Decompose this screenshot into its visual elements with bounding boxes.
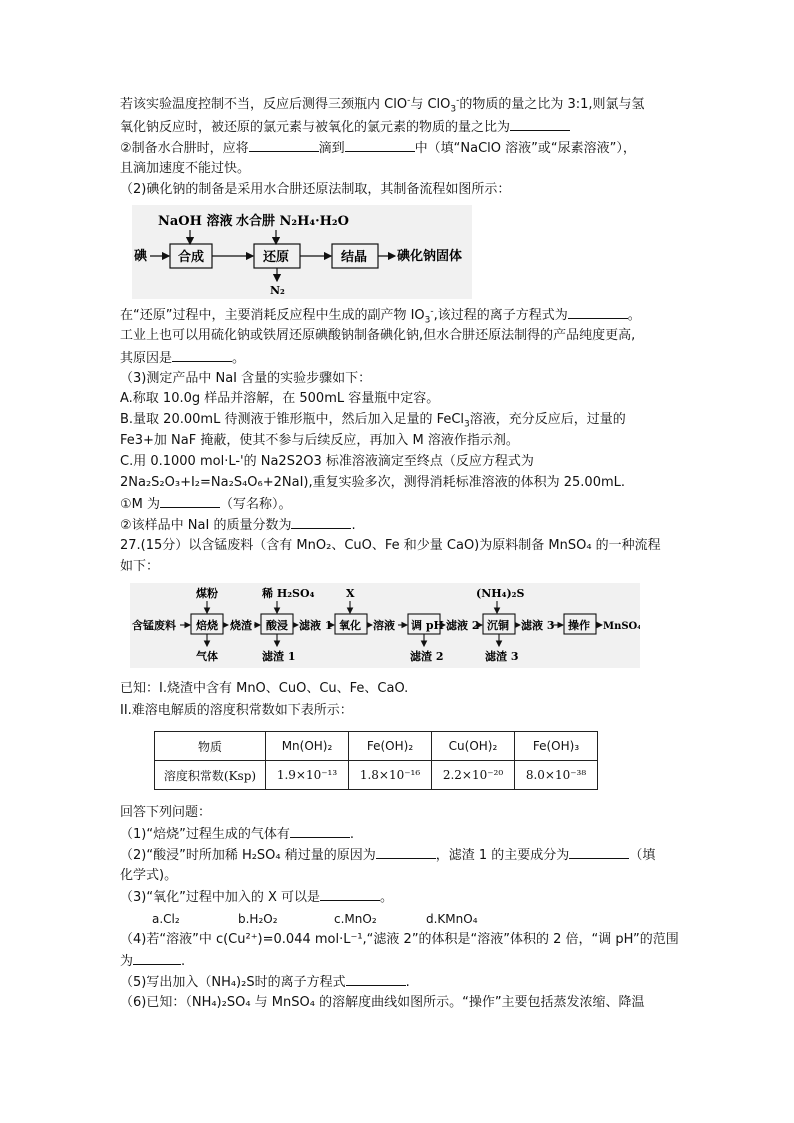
answer-blank[interactable] <box>249 139 319 152</box>
line-10: A.称取 10.0g 样品并溶解，在 500mL 容量瓶中定容。 <box>120 391 440 406</box>
answer-blank[interactable] <box>320 888 380 901</box>
solution: 溶液 <box>373 619 395 632</box>
line-17: 27.(15分）以含锰废料（含有 MnO₂、CuO、Fe 和少量 CaO)为原料制备 MnSO₄ 的一种流程 <box>120 538 661 553</box>
ksp-value-row <box>155 761 598 790</box>
line-20: II.难溶电解质的溶度积常数如下表所示： <box>120 703 353 718</box>
answer-blank[interactable] <box>510 118 570 131</box>
line-9: （3)测定产品中 NaI 含量的实验步骤如下： <box>120 371 372 386</box>
line-23: （2)“酸浸”时所加稀 H₂SO₄ 稍过量的原因为 ，滤渣 1 的主要成分为 （填 <box>120 848 656 863</box>
output-sodium-iodide: 碘化钠固体 <box>397 249 463 264</box>
answer-blank[interactable] <box>172 349 232 362</box>
step-oxidize: 氧化 <box>339 619 361 632</box>
answer-blank[interactable] <box>345 139 415 152</box>
gas: 气体 <box>196 650 218 663</box>
reagent-x: X <box>346 587 355 600</box>
line-26-options <box>152 910 478 928</box>
residue-2: 滤渣 2 <box>410 650 444 663</box>
answer-blank[interactable] <box>568 306 628 319</box>
option-c[interactable]: c.MnO₂ <box>334 912 377 926</box>
step-synthesis: 合成 <box>178 250 205 265</box>
line-6: 在“还原”过程中，主要消耗反应程中生成的副产物 $IO_3^-$,该过程的离子方程式为 。 <box>120 306 641 326</box>
ksp-header-row <box>155 732 598 761</box>
line-28: 为 . <box>120 954 186 969</box>
step-adjust-ph: 调 pH <box>411 619 444 632</box>
ksp-header-cell: Cu(OH)₂ <box>432 732 515 761</box>
line-12: Fe3+加 NaF 掩蔽，使其不参与后续反应，再加入 M 溶液作指示剂。 <box>120 433 519 448</box>
answer-blank[interactable] <box>569 846 629 859</box>
ksp-header-cell: Mn(OH)₂ <box>266 732 349 761</box>
line-16: ②该样品中 NaI 的质量分数为 . <box>120 518 356 533</box>
reagent-acid: 稀 H₂SO₄ <box>262 587 315 600</box>
line-27: （4)若“溶液”中 c(Cu²⁺)=0.044 mol·L⁻¹,“滤液 2”的体积是“溶液”体积的 2 倍，“调 pH”的范围 <box>120 932 679 947</box>
gas-n2: N₂ <box>270 284 285 297</box>
step-cu-precip: 沉铜 <box>487 619 509 632</box>
ksp-value-cell: 8.0×10⁻³⁸ <box>515 761 598 790</box>
line-25: （3)“氧化”过程中加入的 X 可以是 。 <box>120 890 393 905</box>
line-11: B.量取 20.00mL 待测液于锥形瓶中，然后加入足量的 FeCl$_3$溶液，充分反应后，过量的 <box>120 412 626 430</box>
step-reduction: 还原 <box>263 250 290 265</box>
ksp-row-label: 溶度积常数(Ksp) <box>155 761 266 790</box>
residue-1: 滤渣 1 <box>262 650 296 663</box>
line-3: ②制备水合肼时，应将 滴到 中（填“NaClO 溶液”或“尿素溶液”）， <box>120 141 636 156</box>
option-b[interactable]: b.H₂O₂ <box>238 912 278 926</box>
line-30: （6)已知：（NH₄)₂SO₄ 与 MnSO₄ 的溶解度曲线如图所示。“操作”主要包括蒸发浓缩、降温 <box>120 995 645 1010</box>
line-24: 化学式)。 <box>120 868 178 883</box>
line-15: ①M 为 （写名称）。 <box>120 497 292 512</box>
ksp-table <box>154 731 598 790</box>
option-d[interactable]: d.KMnO₄ <box>426 912 478 926</box>
reagent-hydrazine: 水合肼 N₂H₄·H₂O <box>236 214 349 229</box>
input-iodine: 碘 <box>134 249 148 264</box>
answer-blank[interactable] <box>133 952 181 965</box>
sodium-iodide-flow-diagram <box>132 205 472 299</box>
ksp-header-cell: Fe(OH)₂ <box>349 732 432 761</box>
ksp-header-cell: Fe(OH)₃ <box>515 732 598 761</box>
reagent-coal: 煤粉 <box>196 587 218 600</box>
line-4: 且滴加速度不能过快。 <box>120 161 251 176</box>
answer-blank[interactable] <box>376 846 436 859</box>
ksp-value-cell: 1.8×10⁻¹⁶ <box>349 761 432 790</box>
line-1: 若该实验温度控制不当，反应后测得三颈瓶内 ClO-与 ClO$_3$-的物质的量之比为 3:1,则氯与氢 <box>120 95 645 115</box>
line-7: 工业上也可以用硫化钠或铁屑还原碘酸钠制备碘化钠,但水合肼还原法制得的产品纯度更高, <box>120 328 636 343</box>
filtrate-2: 滤液 2 <box>446 619 480 632</box>
option-a[interactable]: a.Cl₂ <box>152 912 180 926</box>
filtrate-3: 滤液 3 <box>521 619 555 632</box>
ksp-value-cell: 2.2×10⁻²⁰ <box>432 761 515 790</box>
residue-3: 滤渣 3 <box>485 650 519 663</box>
mnso4-flow-svg <box>130 583 640 668</box>
line-8: 其原因是 。 <box>120 351 246 366</box>
reagent-naoh: NaOH 溶液 <box>158 214 233 229</box>
line-29: （5)写出加入（NH₄)₂S时的离子方程式 . <box>120 975 410 990</box>
line-13: C.用 0.1000 mol·L-'的 Na2S2O3 标准溶液滴定至终点（反应方程式为 <box>120 454 534 469</box>
input-waste: 含锰废料 <box>132 619 176 632</box>
ksp-header-cell: 物质 <box>155 732 266 761</box>
step-crystallize: 结晶 <box>341 250 368 265</box>
line-14: 2Na₂S₂O₃+I₂=Na₂S₄O₆+2NaI),重复实验多次，测得消耗标准溶液的体积为 25.00mL. <box>120 475 626 490</box>
flow-diagram-svg <box>132 205 472 299</box>
reagent-sulfide: (NH₄)₂S <box>476 587 525 600</box>
filtrate-1: 滤液 1 <box>299 619 333 632</box>
answer-blank[interactable] <box>160 495 220 508</box>
answer-blank[interactable] <box>346 973 406 986</box>
mnso4-flow-diagram <box>130 583 640 668</box>
line-5: （2)碘化钠的制备是采用水合肼还原法制取，其制备流程如图所示： <box>120 182 511 197</box>
line-22: （1)“焙烧”过程生成的气体有 . <box>120 827 354 842</box>
line-18: 如下： <box>120 559 160 574</box>
line-2: 氧化钠反应时，被还原的氯元素与被氧化的氯元素的物质的量之比为 <box>120 118 570 137</box>
answer-blank[interactable] <box>291 516 351 529</box>
product-mnso4: MnSO₄ <box>603 621 640 632</box>
step-leach: 酸浸 <box>266 619 288 632</box>
step-roast: 焙烧 <box>196 619 218 632</box>
answer-blank[interactable] <box>290 825 350 838</box>
step-operate: 操作 <box>568 619 590 632</box>
cinder: 烧渣 <box>230 619 252 632</box>
line-19: 已知：I.烧渣中含有 MnO、CuO、Cu、Fe、CaO. <box>120 681 409 696</box>
line-21: 回答下列问题： <box>120 805 212 820</box>
ksp-value-cell: 1.9×10⁻¹³ <box>266 761 349 790</box>
